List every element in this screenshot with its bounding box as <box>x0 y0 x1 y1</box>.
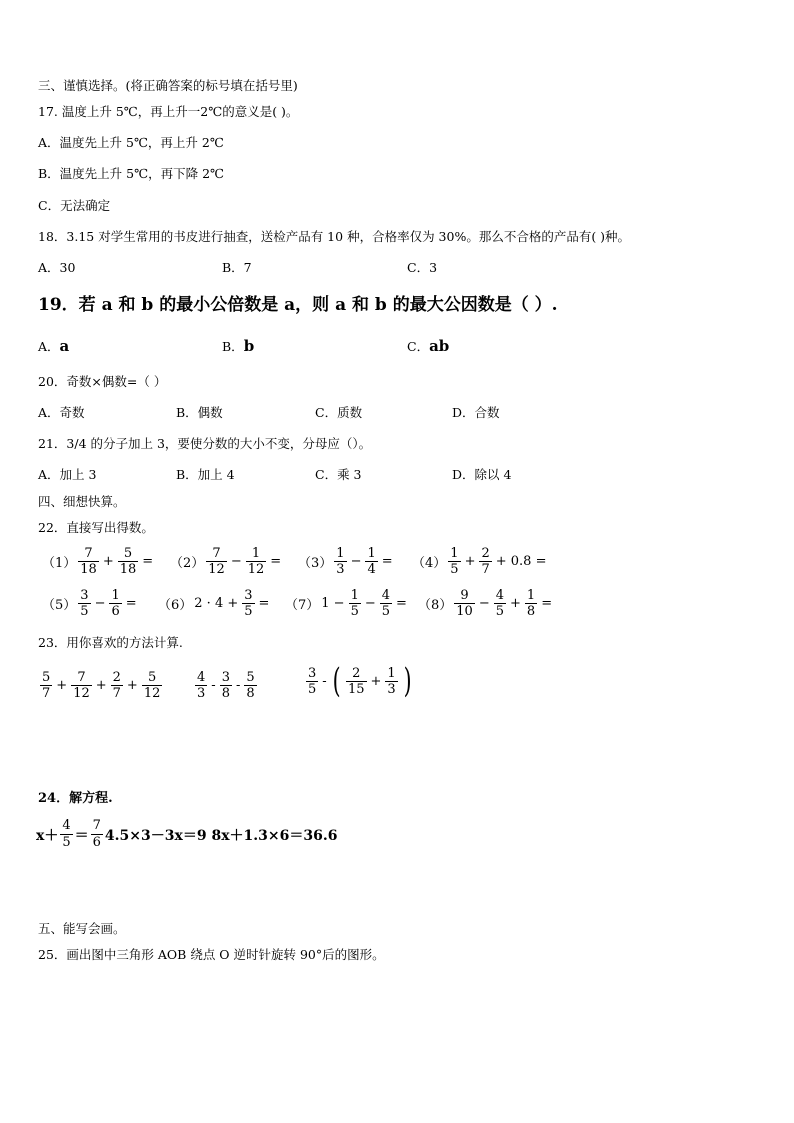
denominator: 5 <box>62 835 71 850</box>
section3-heading: 三、谨慎选择。(将正确答案的标号填在括号里) <box>38 78 298 93</box>
denominator: 12 <box>143 686 161 701</box>
denominator: 5 <box>244 604 253 619</box>
item-label: （3） <box>298 556 333 571</box>
fraction <box>242 588 254 619</box>
fraction <box>91 818 103 851</box>
operator: + <box>102 554 114 569</box>
numerator: 7 <box>77 670 86 685</box>
numerator: 7 <box>84 546 93 561</box>
q24-equations <box>36 818 337 851</box>
fraction <box>349 588 361 619</box>
numerator: 1 <box>387 665 396 681</box>
expression-prefix: 2 · 4 + <box>194 596 239 611</box>
q22-item-5 <box>42 588 139 619</box>
q25-stem: 25．画出图中三角形 AOB 绕点 O 逆时针旋转 90°后的图形。 <box>38 947 385 962</box>
numerator: 2 <box>112 670 121 685</box>
equals-sign: = <box>125 596 137 611</box>
q23-expression-1 <box>38 670 164 701</box>
q23-expression-3 <box>304 661 415 701</box>
q21-option-c: C．乘 3 <box>315 467 362 482</box>
denominator: 5 <box>495 604 505 619</box>
denominator: 7 <box>112 686 121 701</box>
denominator: 5 <box>80 604 89 619</box>
denominator: 7 <box>42 686 51 701</box>
denominator: 8 <box>221 686 230 701</box>
q21-option-a: A．加上 3 <box>38 467 97 482</box>
operator: + <box>464 554 476 569</box>
section4-heading: 四、细想快算。 <box>38 494 126 509</box>
operator: + <box>95 678 107 693</box>
q24-stem: 24．解方程. <box>38 791 113 806</box>
numerator: 3 <box>308 665 317 681</box>
fraction <box>380 588 392 619</box>
q21-stem: 21．3/4 的分子加上 3，要使分数的大小不变，分母应（）。 <box>38 436 372 451</box>
denominator: 5 <box>308 681 317 697</box>
fraction <box>195 670 207 701</box>
denominator: 18 <box>80 562 97 577</box>
q22-item-3 <box>298 546 395 577</box>
q21-option-b: B．加上 4 <box>176 467 235 482</box>
fraction <box>111 670 123 701</box>
operator: − <box>230 554 242 569</box>
operator: − <box>94 596 106 611</box>
numerator: 1 <box>111 588 120 603</box>
numerator: 4 <box>62 818 71 833</box>
q19-option-b <box>222 338 254 355</box>
numerator: 5 <box>123 546 133 561</box>
denominator: 10 <box>456 604 473 619</box>
numerator: 1 <box>450 546 459 561</box>
equals-sign: = <box>270 554 282 569</box>
fraction <box>60 818 72 851</box>
numerator: 3 <box>221 670 230 685</box>
denominator: 15 <box>347 681 365 697</box>
q20-stem: 20．奇数×偶数=（ ） <box>38 374 167 389</box>
denominator: 12 <box>73 686 90 701</box>
q19-option-b-value: b <box>243 337 255 355</box>
equals-sign: ＝ <box>74 827 89 844</box>
q19-option-a-value: a <box>59 337 70 355</box>
operator: + <box>510 596 521 611</box>
item-label: （5） <box>42 598 77 613</box>
fraction <box>244 670 256 701</box>
q17-stem: 17. 温度上升 5℃，再上升一2℃的意义是( )。 <box>38 104 299 119</box>
denominator: 4 <box>367 562 376 577</box>
numerator: 1 <box>336 546 345 561</box>
denominator: 6 <box>111 604 120 619</box>
q20-option-a: A．奇数 <box>38 405 85 420</box>
operator: - <box>211 678 216 693</box>
q18-stem: 18．3.15 对学生常用的书皮进行抽查，送检产品有 10 种，合格率仅为 30%。那么不合格的产品有( )种。 <box>38 229 631 244</box>
fraction <box>479 546 491 577</box>
denominator: 12 <box>208 562 225 577</box>
item-label: （1） <box>42 556 77 571</box>
item-label: （2） <box>170 556 205 571</box>
operator: - <box>322 673 327 689</box>
fraction <box>118 546 139 577</box>
q23-expression-2 <box>193 670 259 701</box>
numerator: 5 <box>147 670 157 685</box>
equation-text: x＋ <box>36 827 59 844</box>
fraction <box>220 670 232 701</box>
fraction <box>454 588 475 619</box>
numerator: 9 <box>460 588 469 603</box>
q17-option-a: A．温度先上升 5℃，再上升 2℃ <box>38 135 224 150</box>
operator: − <box>364 596 376 611</box>
q23-stem: 23．用你喜欢的方法计算. <box>38 635 183 650</box>
equation-text: 4.5×3－3x＝9 8x＋1.3×6＝36.6 <box>104 827 338 844</box>
numerator: 5 <box>42 670 51 685</box>
q20-option-d: D．合数 <box>452 405 500 420</box>
numerator: 4 <box>197 670 206 685</box>
fraction <box>206 546 227 577</box>
denominator: 18 <box>119 562 137 577</box>
fraction <box>246 546 267 577</box>
fraction <box>494 588 506 619</box>
fraction <box>142 670 163 701</box>
q21-option-d: D．除以 4 <box>452 467 512 482</box>
numerator: 1 <box>526 588 536 603</box>
q19-option-b-prefix: B． <box>222 339 244 354</box>
denominator: 5 <box>350 604 359 619</box>
q19-option-c <box>407 338 449 355</box>
fraction <box>306 666 318 697</box>
fraction <box>78 546 99 577</box>
q19-option-a <box>38 338 69 355</box>
denominator: 8 <box>246 686 255 701</box>
denominator: 7 <box>481 562 490 577</box>
q22-stem: 22．直接写出得数。 <box>38 520 154 535</box>
numerator: 5 <box>246 670 255 685</box>
q20-option-b: B．偶数 <box>176 405 223 420</box>
item-label: （6） <box>158 598 193 613</box>
right-parenthesis: ) <box>403 661 412 701</box>
denominator: 6 <box>92 835 101 850</box>
operator: - <box>235 678 241 693</box>
fraction <box>365 546 377 577</box>
equals-sign: = <box>396 596 407 611</box>
q17-option-c: C．无法确定 <box>38 198 111 213</box>
item-label: （7） <box>285 598 320 613</box>
numerator: 1 <box>367 546 376 561</box>
q19-option-a-prefix: A． <box>38 339 60 354</box>
numerator: 4 <box>495 588 505 603</box>
q20-option-c: C．质数 <box>315 405 363 420</box>
numerator: 2 <box>352 665 361 681</box>
fraction <box>385 666 397 697</box>
q18-option-b: B．7 <box>222 260 252 275</box>
q18-option-a: A．30 <box>38 260 76 275</box>
numerator: 2 <box>481 546 490 561</box>
denominator: 12 <box>247 562 265 577</box>
equals-sign: = <box>541 596 553 611</box>
denominator: 8 <box>526 604 536 619</box>
denominator: 5 <box>450 562 459 577</box>
expression-tail: + 0.8 = <box>495 554 547 569</box>
numerator: 1 <box>251 546 261 561</box>
denominator: 5 <box>381 604 391 619</box>
fraction <box>71 670 92 701</box>
q19-option-c-prefix: C． <box>407 339 430 354</box>
fraction <box>448 546 460 577</box>
numerator: 1 <box>350 588 359 603</box>
denominator: 3 <box>197 686 206 701</box>
left-parenthesis: ( <box>332 661 341 701</box>
expression-prefix: 1 − <box>321 596 345 611</box>
fraction <box>525 588 537 619</box>
q22-item-4 <box>412 546 548 577</box>
q22-item-8 <box>418 588 554 619</box>
q22-item-6 <box>158 588 271 619</box>
fraction <box>78 588 90 619</box>
q22-item-1 <box>42 546 155 577</box>
fraction <box>346 666 367 697</box>
fraction <box>334 546 346 577</box>
numerator: 3 <box>244 588 253 603</box>
numerator: 4 <box>381 588 391 603</box>
operator: + <box>56 678 68 693</box>
denominator: 3 <box>387 681 396 697</box>
operator: + <box>126 678 138 693</box>
fraction <box>109 588 121 619</box>
numerator: 7 <box>212 546 221 561</box>
q19-option-c-value: ab <box>429 337 450 355</box>
q22-item-7 <box>285 588 409 619</box>
item-label: （8） <box>418 598 453 613</box>
q17-option-b: B．温度先上升 5℃，再下降 2℃ <box>38 166 225 181</box>
item-label: （4） <box>412 556 447 571</box>
section5-heading: 五、能写会画。 <box>38 921 126 936</box>
equals-sign: = <box>142 554 154 569</box>
operator: + <box>370 673 382 689</box>
numerator: 7 <box>92 818 101 833</box>
denominator: 3 <box>336 562 345 577</box>
equals-sign: = <box>381 554 393 569</box>
numerator: 3 <box>80 588 89 603</box>
q19-stem: 19．若 a 和 b 的最小公倍数是 a，则 a 和 b 的最大公因数是（ ）. <box>38 295 558 315</box>
q22-item-2 <box>170 546 283 577</box>
operator: − <box>350 554 362 569</box>
operator: − <box>478 596 490 611</box>
fraction <box>40 670 52 701</box>
equals-sign: = <box>258 596 270 611</box>
q18-option-c: C．3 <box>407 260 438 275</box>
